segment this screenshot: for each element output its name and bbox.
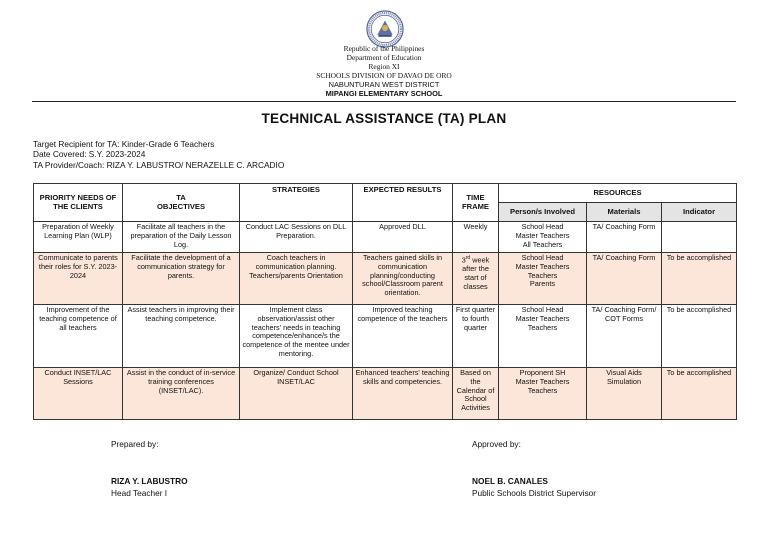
header-resources: RESOURCES [499,184,737,203]
header-time-frame: TIME FRAME [453,184,499,222]
cell-objective: Facilitate the development of a communication strategy for parents. [123,253,240,305]
prepared-by-label: Prepared by: [111,439,159,449]
header-ta-objectives [123,184,240,222]
cell-time-frame: Based on the Calendar of School Activities [453,368,499,420]
cell-result: Enhanced teachers' teaching skills and competencies. [353,368,453,420]
header-materials: Materials [587,203,662,222]
target-recipient: Target Recipient for TA: Kinder-Grade 6 Teachers [33,139,215,149]
cell-materials: TA/ Coaching Form [587,253,662,305]
prepared-by-name: RIZA Y. LABUSTRO [111,476,188,486]
ta-provider: TA Provider/Coach: RIZA Y. LABUSTRO/ NERAZELLE C. ARCADIO [33,160,285,170]
cell-time-frame: Weekly [453,222,499,253]
header-division: SCHOOLS DIVISION OF DAVAO DE ORO [316,71,452,80]
person-item: Proponent SH [519,368,566,377]
table-row [34,368,737,420]
cell-persons [499,305,587,368]
cell-time-frame [453,253,499,305]
person-item: School Head [521,253,564,262]
page-title: TECHNICAL ASSISTANCE (TA) PLAN [261,111,507,126]
prepared-by-title: Head Teacher I [111,488,168,498]
time-frame-number: 3 [461,255,466,265]
table-row [34,253,737,305]
cell-materials: Visual Aids Simulation [587,368,662,420]
cell-strategy: Organize/ Conduct School INSET/LAC [240,368,353,420]
date-covered: Date Covered: S.Y. 2023-2024 [33,149,146,159]
cell-materials: TA/ Coaching Form/ COT Forms [587,305,662,368]
cell-result: Teachers gained skills in communication planning/conducting school/Classroom parent orientation. [353,253,453,305]
approved-by-label: Approved by: [472,439,521,449]
person-item: Teachers [527,322,558,332]
cell-need: Communicate to parents their roles for S.Y. 2023-2024 [34,253,123,305]
approved-by-title: Public Schools District Supervisor [472,488,597,498]
person-item: Master Teachers [515,313,570,323]
header-divider [32,101,736,102]
person-item: Master Teachers [515,261,570,271]
header-indicator: Indicator [662,203,737,222]
person-item: Teachers [527,270,558,280]
deped-seal-icon [366,10,404,48]
cell-time-frame: First quarter to fourth quarter [453,305,499,368]
cell-strategy: Coach teachers in communication planning. Teachers/parents Orientation [240,253,353,305]
person-item: Master Teachers [515,230,570,240]
cell-indicator: To be accomplished [662,368,737,420]
person-item: Master Teachers [515,376,570,386]
cell-need: Conduct INSET/LAC Sessions [34,368,123,420]
ta-plan-table [33,183,737,420]
header-district: NABUNTURAN WEST DISTRICT [328,80,440,89]
header-priority-needs: PRIORITY NEEDS OF THE CLIENTS [34,184,123,222]
header-strategies: STRATEGIES [240,184,353,222]
cell-indicator: To be accomplished [662,305,737,368]
cell-objective: Facilitate all teachers in the preparation of the Daily Lesson Log. [123,222,240,253]
header-expected-results: EXPECTED RESULTS [353,184,453,222]
person-item: Teachers [527,385,558,395]
cell-objective: Assist in the conduct of in-service training conferences (INSET/LAC). [123,368,240,420]
cell-materials: TA/ Coaching Form [587,222,662,253]
cell-need: Improvement of the teaching competence of all teachers [34,305,123,368]
cell-persons [499,368,587,420]
person-item: School Head [521,305,564,314]
person-item: Parents [529,279,556,289]
header-ta-objectives-line2: OBJECTIVES [156,202,206,211]
header-department: Department of Education [346,53,422,62]
time-frame-rest: week after the start of classes [462,255,490,291]
cell-indicator [662,222,737,253]
table-row [34,222,737,253]
cell-strategy: Conduct LAC Sessions on DLL Preparation. [240,222,353,253]
time-frame-ordinal: rd [465,255,471,261]
cell-persons [499,222,587,253]
person-item: School Head [521,222,564,231]
header-ta-objectives-line1: TA [176,193,186,203]
cell-need: Preparation of Weekly Learning Plan (WLP) [34,222,123,253]
cell-result: Approved DLL [353,222,453,253]
header-persons-involved: Person/s Involved [499,203,587,222]
header-region: Region XI [368,62,400,71]
cell-result: Improved teaching competence of the teachers [353,305,453,368]
approved-by-name: NOEL B. CANALES [472,476,548,486]
person-item: All Teachers [522,239,563,249]
cell-persons [499,253,587,305]
table-row [34,305,737,368]
header-school: MIPANGI ELEMENTARY SCHOOL [325,89,443,98]
cell-indicator: To be accomplished [662,253,737,305]
header-republic: Republic of the Philippines [343,44,425,53]
cell-objective: Assist teachers in improving their teaching competence. [123,305,240,368]
cell-strategy: Implement class observation/assist other teachers' needs in teaching competence/enhance/s the competence of the mentee under mentoring. [240,305,353,368]
